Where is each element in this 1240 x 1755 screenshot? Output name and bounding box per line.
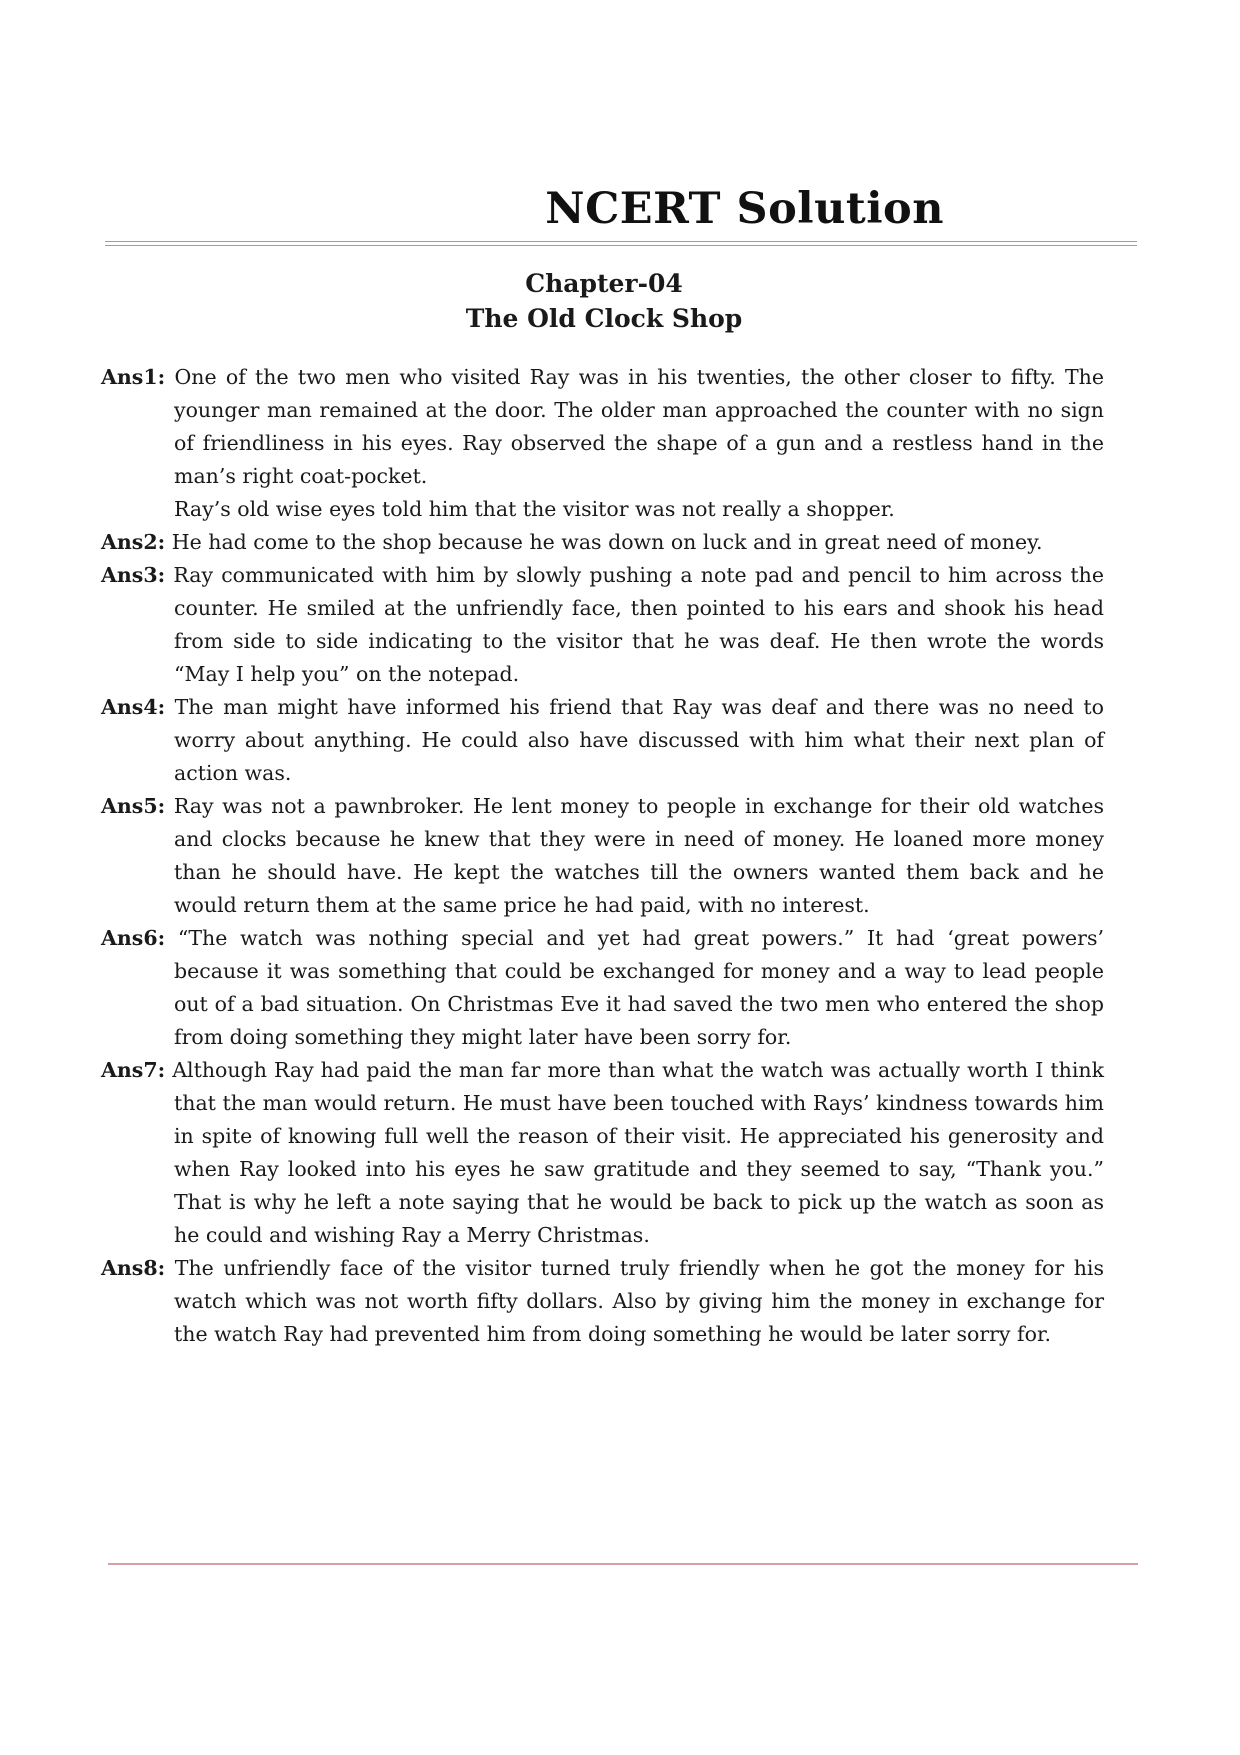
answer-text: The man might have informed his friend that Ray was deaf and there was no need to worry about anything. He could also have discussed with him what their next plan of action was. [174, 695, 1104, 785]
answer-1-extra: Ray’s old wise eyes told him that the visitor was not really a shopper. [174, 497, 895, 521]
chapter-number: Chapter-04 [525, 269, 683, 298]
answers-list [101, 361, 1104, 1351]
answer-label: Ans5: [101, 794, 166, 818]
answer-text: The unfriendly face of the visitor turned truly friendly when he got the money for his watch which was not worth fifty dollars. Also by giving him the money in exchange for the watch Ray had prevented him from doing something he would be later sorry for. [174, 1256, 1104, 1346]
answer-label: Ans1: [101, 365, 166, 389]
answer-label: Ans4: [101, 695, 166, 719]
answer-text: “The watch was nothing special and yet had great powers.” It had ‘great powers’ because it was something that could be exchanged for money and a way to lead people out of a bad situation. On Christmas Eve it had saved the two men who entered the shop from doing something they might later have been sorry for. [174, 926, 1104, 1049]
answer-5 [101, 790, 1104, 922]
answer-2 [101, 526, 1104, 559]
answer-label: Ans2: [101, 530, 166, 554]
header-divider [105, 241, 1137, 246]
answer-3 [101, 559, 1104, 691]
answer-label: Ans7: [101, 1058, 166, 1082]
answer-text: One of the two men who visited Ray was in his twenties, the other closer to fifty. The younger man remained at the door. The older man approached the counter with no sign of friendliness in his eyes. Ray observed the shape of a gun and a restless hand in the man’s right coat-pocket. [174, 365, 1104, 488]
answer-label: Ans6: [101, 926, 166, 950]
answer-6 [101, 922, 1104, 1054]
answer-8 [101, 1252, 1104, 1351]
footer-divider [108, 1563, 1138, 1565]
chapter-heading [0, 266, 1208, 336]
answer-1 [101, 361, 1104, 493]
answer-label: Ans3: [101, 563, 166, 587]
page-title: NCERT Solution [545, 184, 944, 234]
chapter-title: The Old Clock Shop [465, 304, 743, 333]
answer-text: Ray communicated with him by slowly pushing a note pad and pencil to him across the counter. He smiled at the unfriendly face, then pointed to his ears and shook his head from side to side indicating to the visitor that he was deaf. He then wrote the words “May I help you” on the notepad. [173, 563, 1104, 686]
answer-7 [101, 1054, 1104, 1252]
answer-text: Although Ray had paid the man far more than what the watch was actually worth I think that the man would return. He must have been touched with Rays’ kindness towards him in spite of knowing full well the reason of their visit. He appreciated his generosity and when Ray looked into his eyes he saw gratitude and they seemed to say, “Thank you.” That is why he left a note saying that he would be back to pick up the watch as soon as he could and wishing Ray a Merry Christmas. [172, 1058, 1104, 1247]
answer-label: Ans8: [101, 1256, 166, 1280]
answer-4 [101, 691, 1104, 790]
answer-text: Ray was not a pawnbroker. He lent money to people in exchange for their old watches and clocks because he knew that they were in need of money. He loaned more money than he should have. He kept the watches till the owners wanted them back and he would return them at the same price he had paid, with no interest. [173, 794, 1104, 917]
answer-text: He had come to the shop because he was down on luck and in great need of money. [171, 530, 1043, 554]
